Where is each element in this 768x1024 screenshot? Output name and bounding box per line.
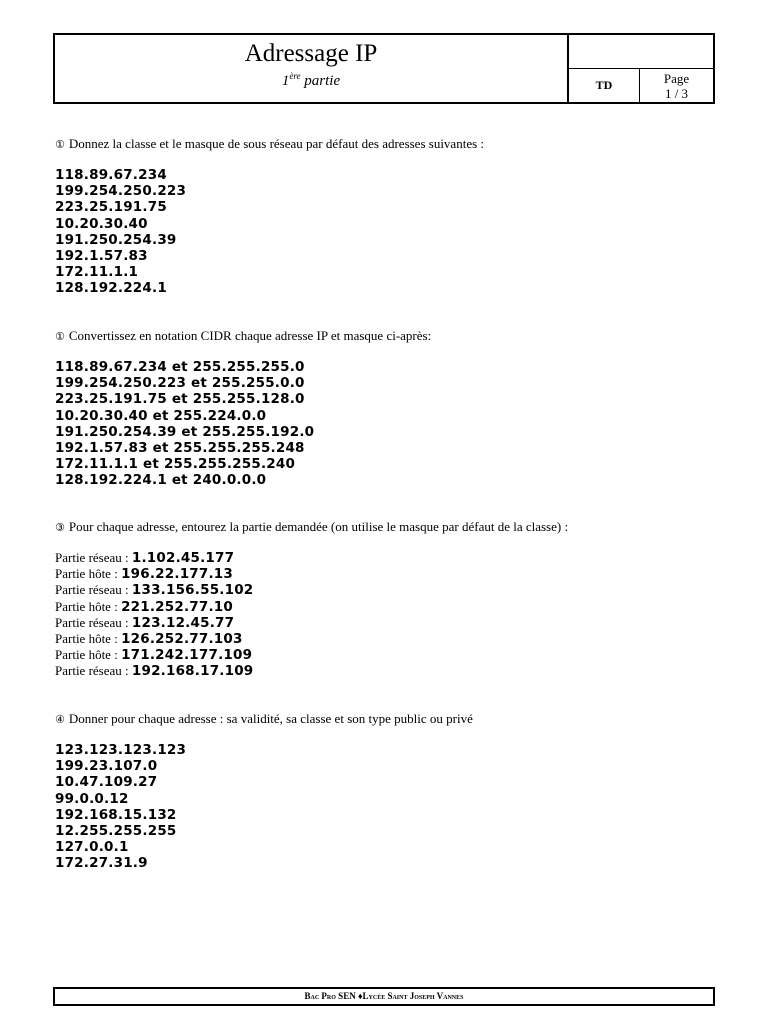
list-item: 192.168.15.132 [55, 806, 177, 823]
part-label: Partie hôte : [55, 647, 122, 663]
list-item: 192.1.57.83 [55, 248, 148, 265]
part-label: Partie réseau : [55, 550, 132, 565]
question-1-number: ① [55, 138, 65, 151]
list-item [55, 631, 253, 647]
part-label: Partie réseau : [55, 582, 132, 598]
list-item [55, 663, 253, 679]
page-label: Page [663, 71, 690, 86]
question-1-list [55, 167, 186, 297]
list-item [55, 615, 253, 631]
subtitle-num: 1 [281, 73, 290, 89]
list-item: 223.25.191.75 et 255.255.128.0 [55, 391, 305, 408]
part-label: Partie hôte : [55, 566, 122, 582]
list-item: 128.192.224.1 et 240.0.0.0 [55, 472, 267, 489]
question-3-number: ③ [55, 521, 65, 534]
page-number-cell [640, 69, 713, 102]
address-value: 1.102.45.177 [131, 550, 235, 566]
list-item: 10.47.109.27 [55, 774, 158, 791]
question-2-number: ① [55, 330, 65, 343]
address-value: 221.252.77.10 [121, 598, 233, 615]
title-cell [55, 35, 569, 102]
list-item [55, 582, 253, 598]
list-item: 127.0.0.1 [55, 839, 129, 856]
list-item: 223.25.191.75 [55, 199, 167, 216]
list-item: 12.255.255.255 [55, 823, 177, 840]
page-subtitle [55, 68, 567, 89]
subtitle-rest: partie [300, 73, 341, 89]
address-value: 171.242.177.109 [121, 647, 253, 664]
list-item: 10.20.30.40 et 255.224.0.0 [55, 407, 267, 424]
page-number: 1 / 3 [664, 86, 689, 101]
list-item: 199.23.107.0 [55, 758, 158, 775]
question-3-text: Pour chaque adresse, entourez la partie demandée (on utilise le masque par défaut de la classe) : [68, 519, 569, 534]
list-item [55, 599, 253, 615]
list-item: 123.123.123.123 [55, 742, 187, 758]
list-item: 199.254.250.223 [55, 183, 187, 200]
list-item: 128.192.224.1 [55, 280, 167, 297]
question-4-text: Donner pour chaque adresse : sa validité, sa classe et son type public ou privé [68, 711, 473, 726]
list-item: 191.250.254.39 [55, 231, 177, 248]
address-value: 126.252.77.103 [121, 630, 243, 647]
list-item: 172.11.1.1 [55, 264, 139, 281]
part-label: Partie réseau : [55, 663, 132, 679]
question-3-list [55, 550, 253, 680]
list-item: 192.1.57.83 et 255.255.255.248 [55, 440, 305, 457]
question-3 [55, 519, 568, 536]
address-value: 123.12.45.77 [131, 614, 235, 631]
page-footer: Bac Pro SEN ♦Lycée Saint Joseph Vannes [53, 987, 715, 1006]
header-blank-cell [569, 35, 713, 69]
part-label: Partie hôte : [55, 630, 122, 646]
question-4-number: ④ [55, 713, 65, 726]
part-label: Partie réseau : [55, 614, 132, 630]
doc-type-cell: TD [569, 69, 640, 102]
question-2-list [55, 359, 314, 489]
list-item: 118.89.67.234 et 255.255.255.0 [55, 359, 305, 375]
list-item [55, 647, 253, 663]
list-item [55, 566, 253, 582]
address-value: 192.168.17.109 [131, 663, 254, 680]
address-value: 196.22.177.13 [121, 566, 233, 583]
list-item: 191.250.254.39 et 255.255.192.0 [55, 423, 315, 440]
header-info [569, 35, 713, 102]
question-1 [55, 136, 484, 153]
list-item: 99.0.0.12 [55, 790, 129, 807]
question-1-text: Donnez la classe et le masque de sous réseau par défaut des adresses suivantes : [68, 136, 485, 151]
list-item: 118.89.67.234 [55, 167, 167, 183]
list-item: 172.11.1.1 et 255.255.255.240 [55, 456, 296, 473]
subtitle-superscript: ère [289, 71, 301, 81]
address-value: 133.156.55.102 [131, 582, 254, 599]
header-box [53, 33, 715, 104]
list-item: 199.254.250.223 et 255.255.0.0 [55, 375, 305, 392]
list-item: 172.27.31.9 [55, 855, 148, 872]
question-4 [55, 711, 473, 728]
question-2-text: Convertissez en notation CIDR chaque adresse IP et masque ci-après: [68, 328, 432, 343]
list-item: 10.20.30.40 [55, 215, 148, 232]
part-label: Partie hôte : [55, 598, 122, 614]
question-4-list [55, 742, 186, 872]
question-2 [55, 328, 431, 345]
page-title: Adressage IP [244, 40, 378, 67]
list-item [55, 550, 253, 566]
